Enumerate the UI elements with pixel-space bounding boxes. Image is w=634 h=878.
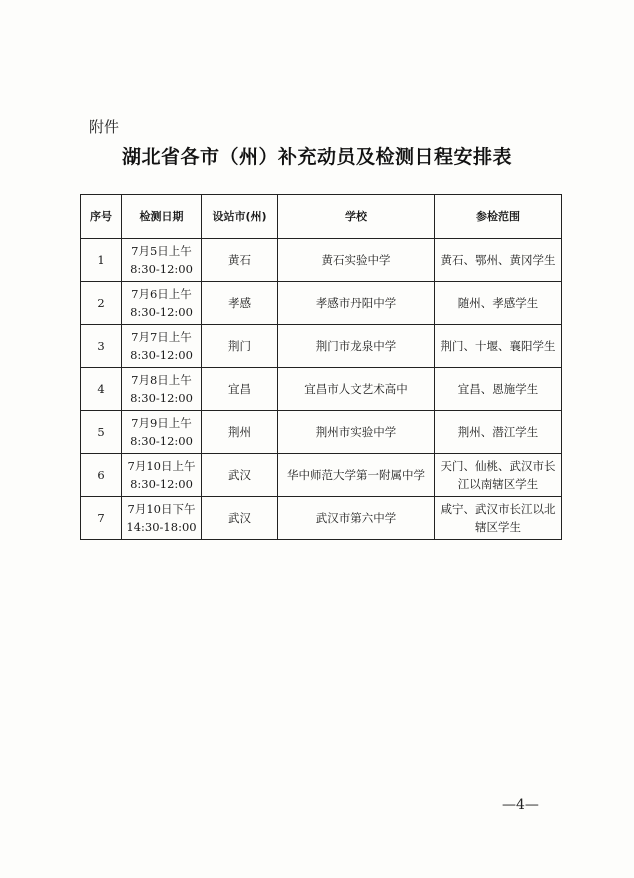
cell-school: 荆州市实验中学: [278, 411, 435, 454]
date-day: 7月9日上午: [131, 416, 192, 430]
date-time: 14:30-18:00: [126, 520, 197, 534]
cell-date: [122, 325, 202, 368]
date-day: 7月7日上午: [131, 330, 192, 344]
cell-school: 荆门市龙泉中学: [278, 325, 435, 368]
cell-city: 黄石: [202, 239, 278, 282]
cell-school: 武汉市第六中学: [278, 497, 435, 540]
header-city: 设站市(州): [202, 195, 278, 239]
cell-no: 6: [81, 454, 122, 497]
cell-scope: 宜昌、恩施学生: [435, 368, 562, 411]
table-row: [81, 368, 562, 411]
cell-no: 4: [81, 368, 122, 411]
cell-date: [122, 454, 202, 497]
cell-scope: 荆门、十堰、襄阳学生: [435, 325, 562, 368]
date-time: 8:30-12:00: [130, 391, 193, 405]
table-row: [81, 454, 562, 497]
cell-scope: 天门、仙桃、武汉市长江以南辖区学生: [435, 454, 562, 497]
cell-no: 7: [81, 497, 122, 540]
page-number: —4—: [502, 797, 539, 813]
date-day: 7月10日下午: [127, 502, 196, 516]
table-row: [81, 325, 562, 368]
table-row: [81, 239, 562, 282]
header-date: 检测日期: [122, 195, 202, 239]
cell-scope: 黄石、鄂州、黄冈学生: [435, 239, 562, 282]
cell-city: 武汉: [202, 454, 278, 497]
date-time: 8:30-12:00: [130, 477, 193, 491]
cell-school: 华中师范大学第一附属中学: [278, 454, 435, 497]
cell-date: [122, 497, 202, 540]
cell-school: 宜昌市人文艺术高中: [278, 368, 435, 411]
cell-date: [122, 368, 202, 411]
header-no: 序号: [81, 195, 122, 239]
cell-city: 武汉: [202, 497, 278, 540]
cell-date: [122, 282, 202, 325]
date-day: 7月6日上午: [131, 287, 192, 301]
cell-school: 黄石实验中学: [278, 239, 435, 282]
date-time: 8:30-12:00: [130, 262, 193, 276]
cell-city: 荆州: [202, 411, 278, 454]
date-time: 8:30-12:00: [130, 434, 193, 448]
cell-no: 3: [81, 325, 122, 368]
table-row: [81, 497, 562, 540]
schedule-table: [80, 194, 562, 540]
cell-no: 5: [81, 411, 122, 454]
cell-city: 孝感: [202, 282, 278, 325]
cell-city: 荆门: [202, 325, 278, 368]
date-day: 7月5日上午: [131, 244, 192, 258]
cell-city: 宜昌: [202, 368, 278, 411]
document-title: 湖北省各市（州）补充动员及检测日程安排表: [121, 146, 512, 168]
cell-date: [122, 411, 202, 454]
attachment-label: 附件: [89, 118, 120, 136]
header-school: 学校: [278, 195, 435, 239]
cell-school: 孝感市丹阳中学: [278, 282, 435, 325]
header-scope: 参检范围: [435, 195, 562, 239]
cell-no: 2: [81, 282, 122, 325]
cell-scope: 随州、孝感学生: [435, 282, 562, 325]
cell-no: 1: [81, 239, 122, 282]
table-row: [81, 282, 562, 325]
cell-scope: 咸宁、武汉市长江以北辖区学生: [435, 497, 562, 540]
date-time: 8:30-12:00: [130, 348, 193, 362]
table-row: [81, 411, 562, 454]
date-day: 7月10日上午: [127, 459, 196, 473]
date-time: 8:30-12:00: [130, 305, 193, 319]
date-day: 7月8日上午: [131, 373, 192, 387]
cell-date: [122, 239, 202, 282]
table-header-row: [81, 195, 562, 239]
cell-scope: 荆州、潜江学生: [435, 411, 562, 454]
